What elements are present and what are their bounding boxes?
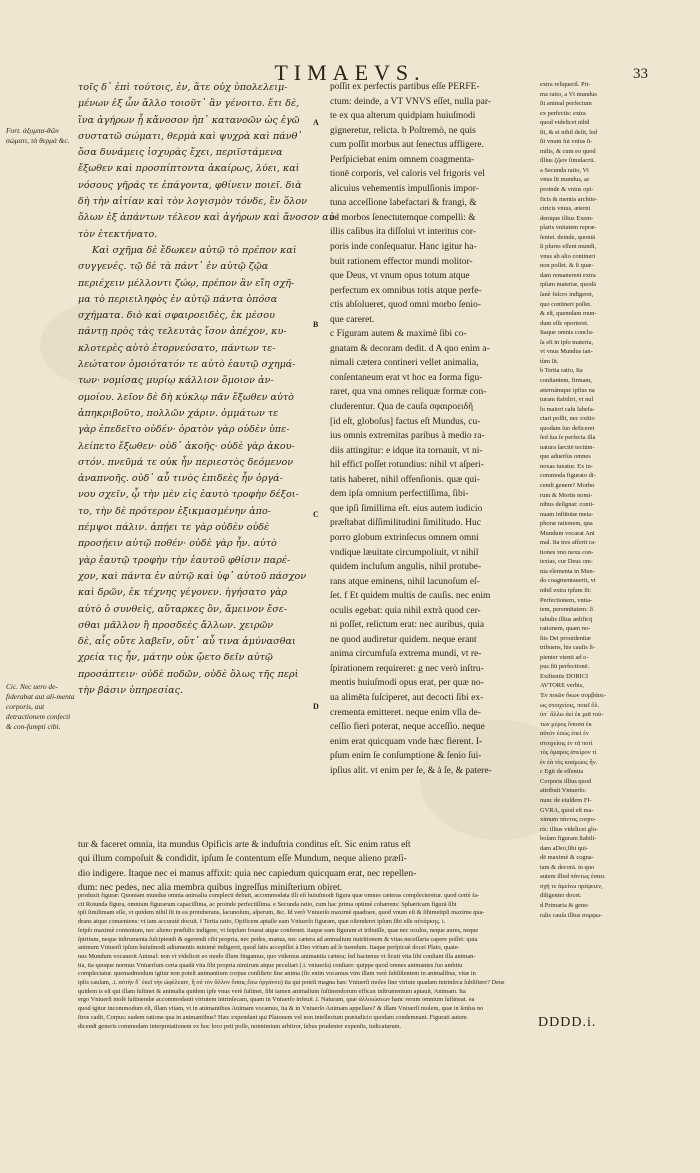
- greek-line: των· νομίσας μυρίῳ κάλλιον ὅμοιον ἀν-: [78, 375, 274, 387]
- margin-note-line: αὐτὸν ἐσώς ἐπεὶ ἐν: [540, 730, 589, 738]
- margin-note-line: nibus deſignat: conti-: [540, 501, 595, 509]
- latin-line: ua alimēta ſuſciperet, aut decocti ſibi ex-: [330, 692, 484, 703]
- latin-line: oculis egebat: quia nihil extrà quod cer-: [330, 605, 481, 616]
- margin-note-line: Corporis illius quod: [540, 777, 592, 785]
- margin-note-line: d Primaria & gene-: [540, 902, 590, 910]
- margin-note-line: milis, & cum eo quod: [540, 147, 596, 155]
- page-number: 33: [633, 66, 648, 82]
- latin-line: enim erat quicquam vnde hæc fierent. I-: [330, 736, 483, 747]
- footnote-line: produxit figuræ: Quoniam mundus omnia animalia complecti debuit, accommodata illi eſt huiuſmodi figura quæ omnes cæteras complecteretur. quod certè fa-: [78, 892, 480, 899]
- latin-line: poris inde conſequatur. Hanc igitur ha-: [330, 242, 477, 253]
- margin-note-line: των μέρος ὅποσα ἐκ: [540, 720, 592, 728]
- margin-note-line: ſanè fulcro indigeret,: [540, 291, 594, 299]
- margin-note-line: a Secunda ratio, Vt: [540, 166, 589, 174]
- margin-note-line: ctricis vnius, æterni: [540, 205, 591, 213]
- margin-note-line: commoda figurato di-: [540, 472, 596, 480]
- latin-line: pſum enim ſe conſumptione & ſenio ſui-: [330, 751, 482, 762]
- greek-line: χρεία τις ἦν, μάτην οὐκ ᾤετο δεῖν αὐτῷ: [78, 652, 273, 664]
- margin-note-line: Exiſtentis DORICI: [540, 672, 589, 680]
- margin-note-line: ex perfectis: extra: [540, 109, 586, 117]
- greek-line: σθαι μᾶλλον ἢ προσδεὲς ἄλλων. χειρῶν: [78, 619, 274, 631]
- margin-note-line: & eſt, quemdam mun-: [540, 310, 597, 318]
- latin-line: nimali cætera contineri vellet animalia,: [330, 358, 479, 369]
- greek-line: περιέχειν μέλλοντι ζώῳ, πρέπον ἂν εἴη σχῆ-: [78, 277, 295, 289]
- margin-note-line: tem, perennitatem: ſi: [540, 606, 594, 614]
- footnote-line: complectatur. quemadmodum igitur non poteſt animantium corpus conſiſtere ſine anima (ſic enim vocamus vim illam verè ſubſiſtentem in animalibus, vitæ in: [78, 970, 476, 978]
- margin-note-line: ἐν ἐὰ τὸς κοσμώος ἦν.: [540, 758, 598, 766]
- margin-note-line: lo maiori caſu labefa-: [540, 405, 595, 413]
- margin-note-line: do coagmentauerit, vt: [540, 577, 596, 585]
- latin-line: ius omnis extremitas paribus à medio ra-: [330, 431, 485, 442]
- footnote-line: ſtros cadit, Corpus: eadem ratione qua in animantibus? Hæc expendant qui Platonem vel non intellectum præiudicio quodam condemnant. Figurati autem: [78, 1013, 467, 1021]
- margin-note-line: Mundum vocarat Ani: [540, 529, 595, 537]
- latin-line: anima circumfuſa extrema mundi, vt re-: [330, 649, 482, 660]
- greek-line: συγγενές. τῷ δὲ τὰ πάντ᾽ ἐν αὐτῷ ζῷα: [78, 261, 269, 273]
- margin-note-line: ris: illius videlicet glo-: [540, 825, 599, 833]
- margin-note-line: æternámque ipſius na: [540, 386, 595, 394]
- latin-line: crementa emitteret. neque enim vlla de-: [330, 707, 481, 718]
- latin-line: Perſpiciebat enim omnem coagmenta-: [330, 154, 475, 165]
- greek-line: ὅσα δυνάμεις ἰσχυρὰς ἔχει, περιϊστάμενα: [78, 147, 283, 159]
- margin-note-line: rum & Mortis nomi-: [540, 491, 593, 499]
- margin-note-line: ſentet. deinde, quoniā: [540, 233, 596, 241]
- greek-line: ἀπηκριβοῦτο, πολλῶν χάριν. ὀμμάτων τε: [78, 407, 279, 419]
- greek-line: νου σχεῖν, ᾧ τὴν μὲν εἰς ἑαυτὸ τροφὴν δέξοι-: [78, 489, 299, 501]
- greek-line: νόσους γῆράς τε ἐπάγοντα, φθίνειν ποιεῖ. διὰ: [78, 179, 302, 191]
- margin-note-line: mal. Ita tres afferit ra-: [540, 539, 597, 547]
- commentary-footnotes: [78, 892, 653, 1031]
- greek-line: το, τὴν δὲ πρότερον ἐξικμασμένην ἀπο-: [78, 505, 271, 517]
- latin-line: illis caſibus ita diſſolui vt interitus cor-: [330, 227, 476, 238]
- margin-note-line: quod videlicet nihil: [540, 119, 590, 127]
- margin-note-line: AVTORE verbis,: [540, 682, 584, 690]
- margin-note-line: Ἐν ποιῶν ὅκων συμβάσε-: [540, 692, 607, 699]
- greek-line: ἵνα ἀγήρων ᾖ κἄνοσον ἠπ᾽ κατανοῶν ὡς ἐγῶ: [78, 114, 300, 126]
- latin-line: vndique læuitate circumpoliuit, vt nihil: [330, 547, 479, 558]
- latin-line: cum poſſit morbus aut ſenectus affligere.: [330, 140, 484, 151]
- margin-note-line: dum eſſe oporteret.: [540, 319, 589, 327]
- latin-line: ni poſſet, relictum erat: nec auribus, quia: [330, 620, 485, 631]
- latin-line: conſentaneum erat vt hoc ea forma figu-: [330, 372, 483, 383]
- latin-line: ad morbos ſenectutemque compelli: &: [330, 212, 476, 223]
- margin-note-line: ma ratio, a Vt mundus: [540, 90, 597, 98]
- section-letter: B: [313, 320, 319, 329]
- margin-note-line: ὑπ᾽ ἄλλω ἀεὶ ἐκ μιᾶ τού-: [540, 711, 604, 719]
- greek-line: δὴ τὴν αἰτίαν καὶ τὸν λογισμὸν τόνδε, ἓν ὅλον: [78, 196, 307, 208]
- margin-note-line: ſit, & ei nihil deſit, ſed: [540, 128, 597, 136]
- greek-line: γὰρ ἐπεδεῖτο οὐδέν· ὁρατὸν γὰρ οὐδὲν ὑπε-: [78, 424, 290, 436]
- margin-note-line: illius ζῷον ſimulacrū.: [540, 157, 596, 165]
- margin-note-line: ως στοιχείοις, ποιεῖ ὅλ.: [540, 701, 600, 709]
- margin-note-line: ſed ſua ſe perfecta illa: [540, 434, 596, 442]
- margin-note-line: dam remanerent extra: [540, 271, 596, 279]
- latin-line: que ipſi ſimillima eſt. eius autem iudicio: [330, 503, 483, 514]
- margin-note-line: conſtantem, firmam,: [540, 376, 592, 384]
- greek-line: στόν. πνεῦμά τε οὐκ ἦν περιεστὸς δεόμενον: [78, 456, 294, 468]
- margin-note-line: ximum πάντας corpo-: [540, 816, 596, 824]
- margin-note-line: ſit animal perfectum: [540, 100, 592, 108]
- margin-note-line: ralis cauſa illius συμφω-: [540, 911, 603, 919]
- greek-line: λεώτατον ὁμοιότατόν τε αὐτὸ ἑαυτῷ σχημά-: [78, 359, 296, 371]
- footnote-line: quod igitur incommodum eſt, illam vitam, vt in animantibus Animam vocamus, ita & in Vniuerſo Animam appellare? & illam Vniuerſi molem, quæ in ſenſus no: [78, 1005, 484, 1013]
- latin-line: que careret.: [330, 314, 375, 325]
- latin-line: te ex qua alterum quidpiam huiuſmodi: [330, 111, 476, 122]
- footnote-line: dicendi generis commodam interpretationem ex hoc loco peti poſſe, nonnimium arbitror, ſebus prudenter expenſis, iudicaturum.: [78, 1022, 402, 1030]
- margin-note-line: ficis & mentis archite-: [540, 195, 598, 203]
- margin-note-line: Perfectionem, vnita-: [540, 596, 593, 604]
- footnote-line: ergo Vniuerſi molē ſuſtinendæ accommodauit virtutem intrinſecam, quam in Vniuerſo infeuit .i. Naturam, quæ ἀλλοιώσεων hanc rerum omnium ſuſtineat. ea: [78, 996, 475, 1004]
- latin-line: c Figuram autem & maximè ſibi co-: [330, 329, 467, 340]
- footnote-line: nus Mundum vocauerit Animal: non vt videlicet eo modo illum fingamus, quo videmus animantia cætera; ſed hactenus vt ſicuti vita ſibi conſtant illa animan-: [78, 952, 476, 960]
- greek-line: πέμψοι πάλιν. ἀπῄει τε γὰρ οὐδὲν οὐδὲ: [78, 522, 270, 534]
- latin-line: que Deus, vt vnum opus totum atque: [330, 271, 470, 282]
- margin-note-line: diligenter docet.: [540, 892, 582, 900]
- margin-note-line: nia elementa in Mun-: [540, 567, 595, 575]
- section-letter: D: [313, 702, 319, 711]
- greek-line: συστατῶ σώματι, θερμὰ καὶ ψυχρὰ καὶ πάνθ᾽: [78, 130, 303, 142]
- margin-note-line: nunc de eiuſdem FI-: [540, 797, 592, 805]
- margin-note-line: attribuit Vniuerſo:: [540, 787, 587, 795]
- text-line: dum: nec pedes, nec alia membra quibus ingreſſus miniſterium obiret.: [78, 883, 343, 894]
- latin-line: ctis abſolueret, quod omni morbo ſenio-: [330, 300, 481, 311]
- margin-note-line: turam ſtabiliri, vt nul: [540, 396, 594, 404]
- margin-note-line: autem illud πάντως ἐσαει: [540, 873, 605, 881]
- margin-note-line: ſtis Dei prouidentiæ: [540, 634, 591, 642]
- latin-line: tuna acceſſione labefactari & frangi, &: [330, 198, 477, 209]
- margin-note-line: textas, cur Deus om-: [540, 558, 593, 566]
- greek-line: ἀναπνοῆς. οὐδ᾽ αὖ τινὸς ἐπιδεὲς ἦν ὀργά-: [78, 473, 283, 485]
- margin-note-line: σχῆ τε ἀμείνω πρέψειεν,: [540, 882, 603, 890]
- latin-line: porro globum extrinſecus omnem omni: [330, 532, 479, 543]
- footnote-line: tia, ita quoque normus Vniuerſum certa quadā vita ſibi propria nimirum atque peculiari (.i. vniuerſa) conſtare: quippe quod omnes animantes ſuo ambitu: [78, 961, 463, 969]
- text-line: tur & faceret omnia, ita mundus Opificis arte & induſtria conditus eſt. Sic enim ratus eſt: [78, 840, 411, 850]
- margin-note-line: στοιχείοις ἐν τᾶ ποτὶ: [540, 739, 593, 747]
- latin-line: [id eſt, globoſus] factus eſt Mundus, cu-: [330, 416, 481, 427]
- greek-line: αὐτὸ ὁ συνθεὶς, αὔταρκες ὂν, ἄμεινον ἔσε-: [78, 603, 288, 615]
- greek-line: πάντῃ πρὸς τὰς τελευτὰς ἴσον ἀπέχον, κυ-: [78, 326, 287, 338]
- margin-note-line: quodam ſuo deficeret: [540, 424, 595, 432]
- margin-note-line: ipſum materiæ, quodā: [540, 281, 596, 289]
- greek-line: μα τὸ περιειληφὸς ἐν αὑτῷ πάντα ὁπόσα: [78, 293, 278, 305]
- margin-note-line: τὸς ὁμαρος ἀπείρον τὶ: [540, 749, 597, 757]
- section-letter: A: [313, 118, 319, 127]
- margin-note-line: extra reliqueril. Pri-: [540, 81, 591, 88]
- margin-note-line: c Egit de eſſentia: [540, 768, 584, 776]
- greek-line: γὰρ ἑαυτῷ τροφὴν τὴν ἑαυτοῦ φθίσιν παρέ-: [78, 554, 291, 566]
- margin-note-line: tam & decorā. in quo: [540, 863, 595, 871]
- greek-line: κλοτερὲς αὐτὸ ἐτορνεύσατο, πάντων τε-: [78, 342, 276, 354]
- greek-line: καὶ δρῶν, ἐκ τέχνης γέγονεν. ἡγήσατο γὰρ: [78, 587, 288, 599]
- latin-line: diis attingitur: e idque ita tornauit, vt ni-: [330, 445, 483, 456]
- greek-line: προσῄειν αὐτῷ ποθέν· οὐδὲ γὰρ ἦν. αὐτὸ: [78, 538, 277, 550]
- latin-line: tatis haberet, nihil offenſionis. quæ qui-: [330, 474, 480, 485]
- greek-line: λείπετο ἔξωθεν· οὐδ᾽ ἀκοῆς· οὐδὲ γὰρ ἀκου-: [78, 440, 295, 452]
- margin-note-line: tabulis illius ædificij: [540, 615, 593, 623]
- right-margin-notes: [540, 80, 652, 920]
- margin-note-line: ſa eſt in ipſo materia,: [540, 338, 594, 346]
- footnote-line: ſpiritum, neque inſtrumenta ſuſcipiendi & egerendi cibi propria, nec pedes, manus, nec cætera ad animalium nutritionem & vitas neceſſaria capere poſſet: quia: [78, 935, 478, 943]
- margin-note-line: vnus ſit mundus, ac: [540, 176, 590, 184]
- latin-line: hil efficī poſſet rotundius: nihil vt aſperi-: [330, 460, 484, 471]
- margin-note-line: b Tertia ratio, Ita: [540, 367, 583, 375]
- greek-line: ὅλων ἐξ ἁπάντων τέλεον καὶ ἀγήρων καὶ ἄνοσον αὐ-: [78, 212, 338, 224]
- greek-line: τοῖς δ᾽ ἐπὶ τούτοις, ἐν, ἅτε οὐχ ὑπολελειμ-: [78, 82, 288, 93]
- footnote-line: cit Rotunda figura, omnium figurarum capaciſſima, ac proinde perfectiſſima. e Secunda ratio, cum hac prima optimè cohærens: Sphæricam figurā ſibi: [78, 900, 457, 908]
- footnote-line: ipſis cauſam, .i. αὐτὴν δ᾽ ἐκεῖ τὴν ὠφέλειαν, ἢ οὐ τὸν ἄλλον ὅσαις ἔσω ὀργάνου) ita qui poteſt magna hæc Vniuerſi moles ſine virtute quadam intrinſeca ſubſiſtere? Deus: [78, 979, 505, 987]
- greek-line: Καὶ σχῆμα δὲ ἔδωκεν αὐτῷ τὸ πρέπον καὶ: [92, 244, 297, 256]
- latin-line: gigneretur, relicta. b Poſtremò, ne quis: [330, 125, 476, 136]
- running-title: TIMAEVS.: [274, 60, 426, 85]
- section-letter: C: [313, 510, 319, 519]
- latin-line: mentis huiuſmodi opus erat, per quæ no-: [330, 678, 484, 689]
- margin-note-line: cendi genere? Morbo: [540, 481, 595, 489]
- margin-note-line: Itaque omnis conclu-: [540, 329, 594, 337]
- margin-note-line: non poſſet. & ſi quæ-: [540, 262, 594, 270]
- latin-line: gnatam & decoram dedit. d A quo enim a-: [330, 343, 490, 354]
- text-line: dio indigere. Itaque nec ei manus affixit: quia nec capiedum quicquam erat, nec repellen-: [78, 868, 417, 879]
- margin-note-line: ctari poſſit, nec exitio: [540, 415, 595, 423]
- margin-note-line: tiones vno nexu con-: [540, 548, 594, 556]
- margin-note-line: nuam inſtitutæ meta-: [540, 510, 594, 518]
- latin-line: quidem incluſum angulis, nihil protube-: [330, 562, 482, 573]
- margin-note-line: boſam figuram ſtabili-: [540, 835, 597, 843]
- margin-note-line: vnus ab alio contineri: [540, 252, 596, 260]
- greek-line: χον, καὶ πάντα ἐν αὐτῷ καὶ ὑφ᾽ αὐτοῦ πάσχον: [78, 570, 307, 582]
- margin-note-line: ſit vnum ſui vnius ſi-: [540, 138, 593, 146]
- margin-note-line: phoræ rationem, qua: [540, 520, 593, 528]
- greek-line: ομοίου. λεῖον δὲ δὴ κύκλῳ πᾶν ἔξωθεν αὐτὸ: [78, 391, 294, 403]
- latin-line: raret, qua vna omnes reliquæ formæ con-: [330, 387, 487, 398]
- greek-line: σχήματα. διὸ καὶ σφαιροειδὲς, ἐκ μέσου: [78, 310, 275, 322]
- margin-note-line: tribuens, his cauſis ſi-: [540, 644, 596, 652]
- margin-note-line: natura ſarcitē tectūm-: [540, 443, 595, 451]
- footnote-line: animum Vniuerſi ipſum huiuſmodi adiumentis minimè indigeret, quod ſatis accepiſſet à Deo virium ad ſe tuendum. Itaque perſpicuè docet Plato, quate-: [78, 944, 460, 952]
- margin-note-line: nihil extra ipſum ſit:: [540, 586, 592, 594]
- margin-note-line: GVRA, quod eſt ma-: [540, 806, 594, 814]
- latin-line: buit rationem effector mundi molitor-: [330, 256, 473, 267]
- greek-line: μένων ἐξ ὧν ἄλλο τοιοῦτ᾽ ἂν γένοιτο. ἔτι δὲ,: [78, 98, 300, 110]
- latin-line: ſet. f Et quidem multis de cauſis. nec enim: [330, 591, 491, 602]
- full-width-text: [78, 838, 536, 896]
- margin-note-line: denique illius Exem-: [540, 214, 594, 222]
- greek-text-column: [78, 80, 338, 699]
- footnote-line: ſeipſo maximè contentum, nec alieno præſidio indigere, vt ſeipſum foueat atque conſeruet. itaque eam figuram ei tribuiſſe, quæ nec oculos, neque aures, neque: [78, 926, 479, 934]
- greek-line: προσάπτειν· οὐδὲ ποδῶν, οὐδὲ ὅλως τῆς περὶ: [78, 668, 299, 680]
- latin-line: dem ipſa omnium perfectiſſima, ſibi-: [330, 489, 469, 500]
- margin-note-line: dē maximè & cogna-: [540, 854, 594, 862]
- left-margin-note: Cic. Nec uero de-fiderabat aut ali-menta corporis, aut detractionem confecti & con-fumpti cibi.: [6, 682, 75, 731]
- latin-line: poſſit ex perfectis partibus eſſe PERFE-: [330, 82, 480, 92]
- text-line: qui illum compoſuit & condidit, ipſum ſe contentum eſſe Mundum, neque alieno præſi-: [78, 854, 407, 865]
- latin-line: ceſſio fieri poterat, neque acceſſio. neque: [330, 722, 485, 733]
- greek-line: δὲ, αἷς οὔτε λαβεῖν, οὔτ᾽ αὖ τινα ἀμύνασθαι: [78, 636, 296, 648]
- latin-line: ne quod audiretur quidem. neque erant: [330, 634, 477, 645]
- latin-text-column: [330, 80, 535, 778]
- margin-note-line: dam aDeo,ſibi qui-: [540, 844, 589, 852]
- latin-line: cluderentur. Qua de cauſa σφαιροειδῆ: [330, 402, 474, 413]
- margin-note-line: pienter vtenti ad o-: [540, 653, 589, 661]
- latin-line: rans atque eminens, nihil lacunoſum eſ-: [330, 576, 480, 587]
- greek-line: τὴν βάσιν ὑπηρεσίας.: [78, 684, 184, 696]
- greek-line: ἔξωθεν καὶ προσπίπτοντα ἀκαίρως, λύει, καὶ: [78, 163, 300, 175]
- margin-note-line: que aduerſus omnes: [540, 453, 591, 461]
- latin-line: ctum: deinde, a VT VNVS eſſet, nulla par-: [330, 96, 492, 107]
- left-margin-note: Fort. ἀξυμπα-θῶν σώματι, τὰ θερμά &c.: [6, 126, 70, 145]
- latin-line: alicuius vehementis impulſionis impor-: [330, 183, 479, 194]
- margin-note-line: vt vnus Mundus tan-: [540, 348, 593, 356]
- greek-line: τὸν ἐτεκτήνατο.: [78, 228, 158, 240]
- latin-line: perfectum ex omnibus totis atque perfe-: [330, 285, 482, 296]
- footnote-line: ipſi ſimilimam eſſe, vt quidem nihil ſit in ea protuberans, lacunoſum, aſperum, &c. Id verò Vniuerſo maximè quadrare, quod vnum eſt & ſibimetipſi maxime qua-: [78, 909, 485, 917]
- margin-note-line: rationem, quam no-: [540, 625, 591, 633]
- latin-line: ipſius alit. vt enim per ſe, & à ſe, & patere-: [330, 765, 492, 776]
- latin-line: ſpirationem requireret: g nec verò inſtru-: [330, 663, 484, 674]
- signature-mark: DDDD.i.: [538, 1015, 597, 1030]
- margin-note-line: proinde & vnius opi-: [540, 186, 594, 194]
- margin-note-line: ſi plures eſſent mundi,: [540, 243, 597, 251]
- footnote-line: quidem is eſt qui illam ſuſtinet & animalia quidem ipſe vnus verè ſuſtinet, ſibi tamen animalium ſuſtinendorum efficax inſtrumentum aptauit, Animam. Ita: [78, 987, 466, 995]
- latin-line: tionē corporis, vel caloris vel frigoris vel: [330, 169, 485, 180]
- margin-note-line: pus ſiū perfectionē.: [540, 663, 590, 671]
- footnote-line: drans atque conueniens: vt iam accuratè docuit. f Tertia ratio, Opificem aptaſſe eam Vniuerſo figuram, quæ oſtenderet ipſum ſibi eſſe αὐτάρκης. i.: [78, 918, 446, 926]
- margin-note-line: quo contineri poſſet.: [540, 300, 592, 308]
- margin-note-line: tùm ſit.: [540, 357, 559, 365]
- margin-note-line: noxas tueatur. Ex in-: [540, 462, 593, 470]
- latin-line: præſtabat diſſimilitudini ſimilitudo. Huc: [330, 518, 481, 529]
- margin-note-line: plaris vnitatem repræ-: [540, 224, 597, 232]
